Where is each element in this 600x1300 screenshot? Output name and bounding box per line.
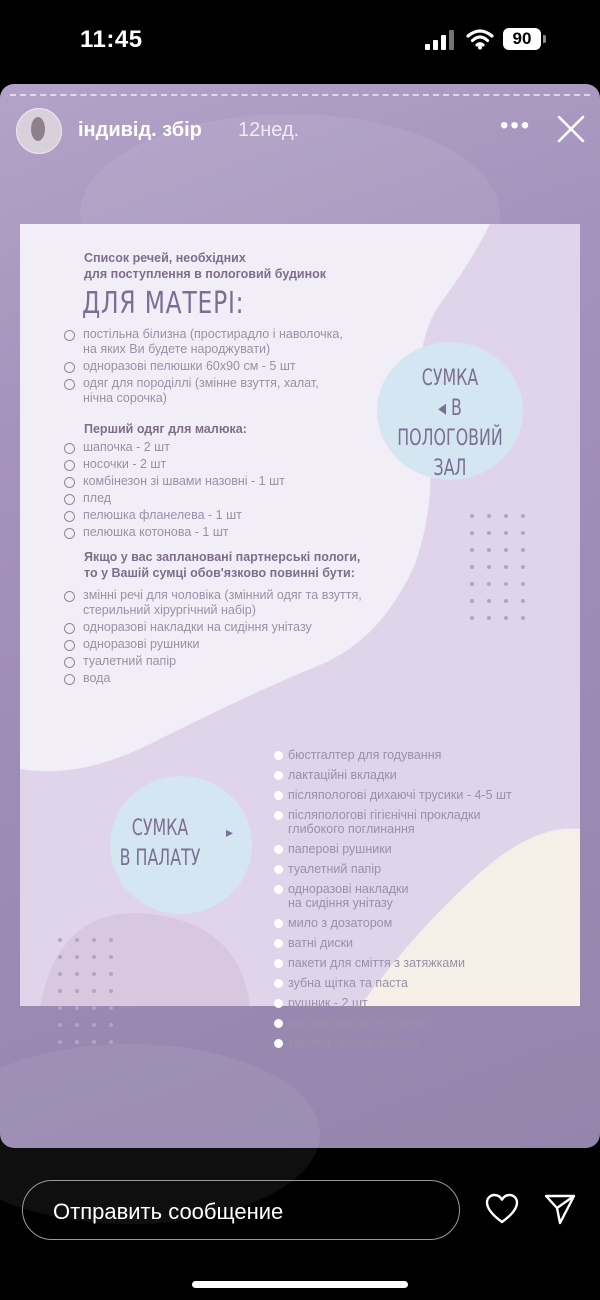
dot	[487, 616, 491, 620]
list-item: одяг для породіллі (змінне взуття, халат, нічна сорочка)	[64, 376, 343, 406]
wifi-icon	[466, 28, 494, 50]
status-time: 11:45	[80, 26, 143, 53]
list-item: бюстгалтер для годування	[274, 748, 512, 762]
home-indicator[interactable]	[192, 1281, 408, 1288]
battery-icon: 90	[503, 28, 541, 50]
dot	[487, 514, 491, 518]
dot	[109, 938, 113, 942]
dot	[58, 955, 62, 959]
dot	[92, 1023, 96, 1027]
list-item: післяпологові дихаючі трусики - 4-5 шт	[274, 788, 512, 802]
list-item: одноразові накладки на сидіння унітазу	[64, 620, 362, 635]
list-item: лактаційні вкладки	[274, 768, 512, 782]
baby-heading: Перший одяг для малюка:	[84, 422, 247, 436]
dot	[470, 565, 474, 569]
partner-heading: Якщо у вас заплановані партнерські пологи, то у Вашій сумці обов'язково повинні бути:	[84, 550, 361, 580]
dot	[92, 1040, 96, 1044]
dot	[504, 616, 508, 620]
dot	[487, 599, 491, 603]
dot	[487, 531, 491, 535]
dot	[521, 599, 525, 603]
dot	[92, 972, 96, 976]
dot	[504, 548, 508, 552]
list-item: вода	[64, 671, 362, 686]
bag-hall-label: СУМКА ◂ В ПОЛОГОВИЙ ЗАЛ	[397, 366, 503, 481]
arrow-right-icon: ▸	[226, 824, 234, 840]
list-item: носочки - 2 шт	[64, 457, 285, 472]
dot	[75, 938, 79, 942]
bag-ward-label: СУМКА В ПАЛАТУ	[119, 816, 201, 871]
dot	[58, 1023, 62, 1027]
status-bar	[0, 0, 600, 84]
dot	[521, 565, 525, 569]
dot	[470, 582, 474, 586]
list-item: шапочка - 2 шт	[64, 440, 285, 455]
dot	[92, 938, 96, 942]
avatar[interactable]	[16, 108, 62, 154]
mother-heading: ДЛЯ МАТЕРІ:	[82, 286, 245, 321]
dot	[92, 955, 96, 959]
list-item: мило з дозатором	[274, 916, 512, 930]
dot	[487, 582, 491, 586]
list-item: засоби особистої гігієни	[274, 1016, 512, 1030]
list-item: постільна білизна (простирадло і наволочка, на яких Ви будете народжувати)	[64, 327, 343, 357]
send-icon[interactable]	[543, 1193, 577, 1225]
mother-list	[64, 327, 343, 408]
dot	[109, 989, 113, 993]
message-placeholder: Отправить сообщение	[53, 1199, 284, 1224]
dot	[521, 548, 525, 552]
list-item: пакети для сміття з затяжками	[274, 956, 512, 970]
dot	[504, 514, 508, 518]
list-item: ватні диски	[274, 936, 512, 950]
story-progress-bar	[10, 94, 590, 98]
battery-cap	[543, 35, 546, 43]
list-item: тарілка, ложка, кружка	[274, 1036, 512, 1050]
list-item: пелюшка фланелева - 1 шт	[64, 508, 285, 523]
dot	[75, 955, 79, 959]
dot	[109, 1006, 113, 1010]
dot	[109, 955, 113, 959]
list-item: пелюшка котонова - 1 шт	[64, 525, 285, 540]
dot	[504, 599, 508, 603]
dot	[109, 972, 113, 976]
list-item: плед	[64, 491, 285, 506]
list-item: комбінезон зі швами назовні - 1 шт	[64, 474, 285, 489]
dot	[58, 1040, 62, 1044]
cellular-signal-icon	[425, 30, 455, 50]
dot	[470, 599, 474, 603]
baby-list	[64, 440, 285, 542]
partner-list	[64, 588, 362, 688]
dot	[487, 565, 491, 569]
dot	[75, 972, 79, 976]
dot	[92, 989, 96, 993]
list-item: змінні речі для чоловіка (змінний одяг та взуття, стерильний хірургічний набір)	[64, 588, 362, 618]
dot	[504, 582, 508, 586]
close-icon[interactable]	[556, 114, 586, 144]
dot	[470, 548, 474, 552]
list-item: одноразові рушники	[64, 637, 362, 652]
story-username[interactable]: індивід. збір	[78, 119, 202, 141]
dot	[521, 582, 525, 586]
dot	[521, 616, 525, 620]
dot	[75, 1040, 79, 1044]
checklist-image	[20, 224, 580, 1050]
dot	[470, 514, 474, 518]
dot	[504, 565, 508, 569]
message-input[interactable]	[22, 1180, 460, 1240]
card-title-line: для поступлення в пологовий будинок	[84, 267, 327, 281]
story-view[interactable]	[0, 84, 600, 1148]
dot	[109, 1040, 113, 1044]
list-item: паперові рушники	[274, 842, 512, 856]
dot	[75, 1006, 79, 1010]
dot	[521, 514, 525, 518]
list-item: післяпологові гігієнічні прокладки глибокого поглинання	[274, 808, 512, 836]
dot	[58, 938, 62, 942]
dot	[58, 989, 62, 993]
dot	[109, 1023, 113, 1027]
list-item: зубна щітка та паста	[274, 976, 512, 990]
dot	[487, 548, 491, 552]
list-item: рушник - 2 шт	[274, 996, 512, 1010]
dot	[58, 972, 62, 976]
list-item: одноразові пелюшки 60х90 см - 5 шт	[64, 359, 343, 374]
dot	[75, 1023, 79, 1027]
dot	[504, 531, 508, 535]
more-options-icon[interactable]: •••	[500, 112, 532, 139]
card-title-line: Список речей, необхідних	[84, 251, 246, 265]
ward-list	[274, 748, 512, 1056]
dot	[470, 616, 474, 620]
dot	[470, 531, 474, 535]
dot	[75, 989, 79, 993]
dot	[58, 1006, 62, 1010]
story-age: 12нед.	[238, 119, 300, 141]
card-title	[84, 250, 326, 282]
list-item: туалетний папір	[64, 654, 362, 669]
dot	[521, 531, 525, 535]
list-item: туалетний папір	[274, 862, 512, 876]
heart-icon[interactable]	[485, 1193, 519, 1225]
list-item: одноразові накладки на сидіння унітазу	[274, 882, 512, 910]
dot	[92, 1006, 96, 1010]
